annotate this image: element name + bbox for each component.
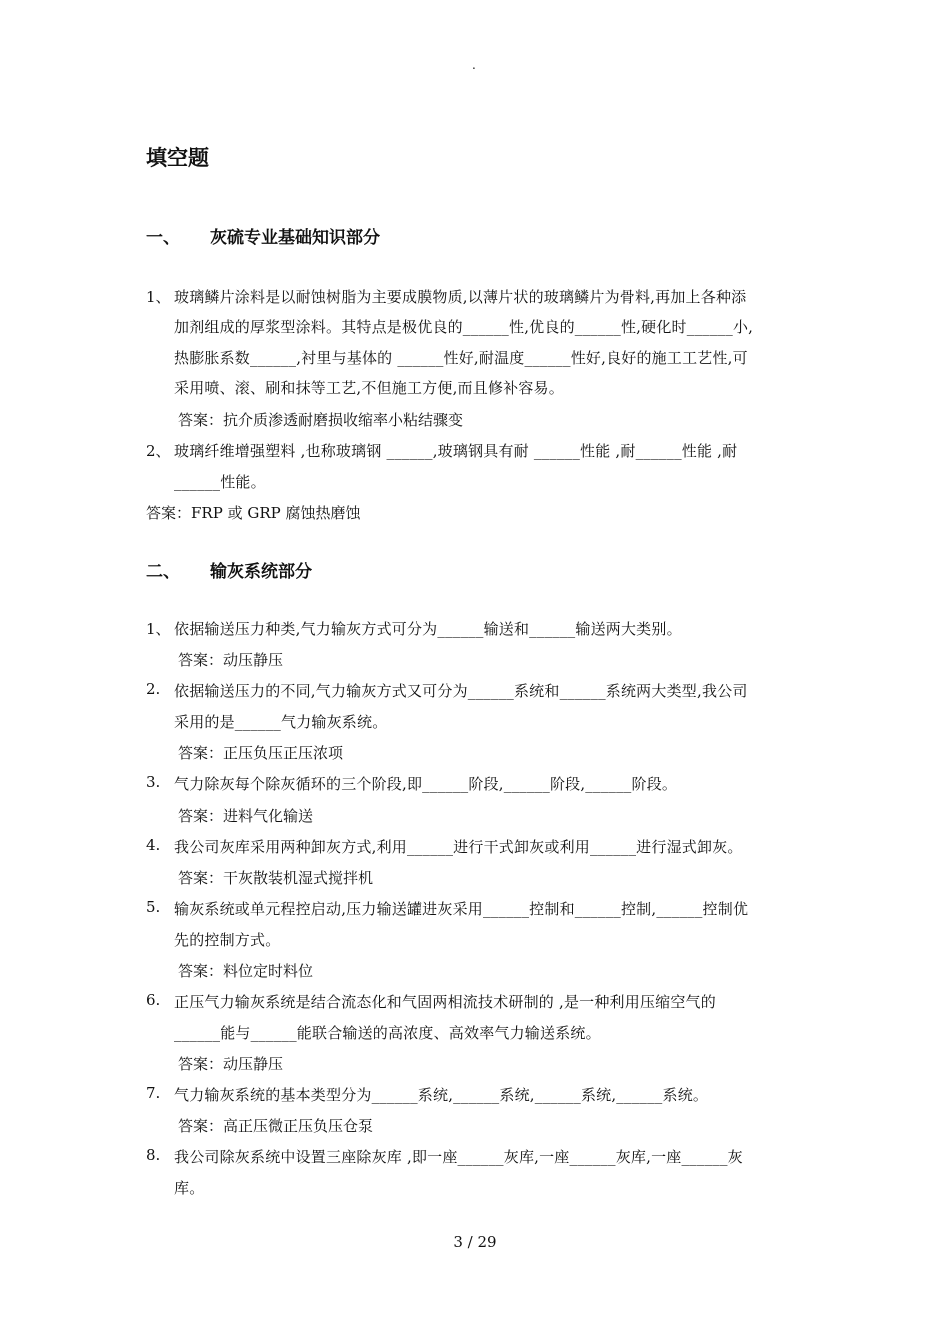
item-line: 气力输灰系统的基本类型分为______系统,______系统,______系统,______系统。: [174, 1086, 709, 1104]
item-line: 我公司除灰系统中设置三座除灰库 ,即一座______灰库,一座______灰库,一座______灰: [174, 1148, 743, 1166]
item-line: 玻璃鳞片涂料是以耐蚀树脂为主要成膜物质,以薄片状的玻璃鳞片为骨料,再加上各种添: [174, 288, 747, 306]
item-number: 2.: [146, 680, 161, 698]
item-line: 库。: [174, 1179, 205, 1197]
item-number: 3.: [146, 773, 161, 791]
item-number: 7.: [146, 1084, 161, 1102]
item-number: 8.: [146, 1146, 161, 1164]
item-line: 采用喷、滚、刷和抹等工艺,不但施工方便,而且修补容易。: [174, 379, 564, 397]
item-line: 采用的是______气力输灰系统。: [174, 713, 388, 731]
answer-line: 答案：高正压微正压负压仓泵: [178, 1117, 374, 1135]
section-heading-1: [146, 223, 380, 248]
section-number: 一、: [146, 228, 180, 248]
item-line: 玻璃纤维增强塑料 ,也称玻璃钢 ______,玻璃钢具有耐 ______性能 ,耐______性能 ,耐: [174, 442, 738, 460]
item-number: 5.: [146, 898, 161, 916]
item-line: 我公司灰库采用两种卸灰方式,利用______进行干式卸灰或利用______进行湿式卸灰。: [174, 838, 743, 856]
item-line: 加剂组成的厚浆型涂料。其特点是极优良的______性,优良的______性,硬化时______小,: [174, 318, 754, 336]
item-line: 依据输送压力种类,气力输灰方式可分为______输送和______输送两大类别。: [174, 620, 682, 638]
item-line: 依据输送压力的不同,气力输灰方式又可分为______系统和______系统两大类型,我公司: [174, 682, 748, 700]
item-line: ______能与______能联合输送的高浓度、高效率气力输送系统。: [174, 1024, 601, 1042]
item-number: 2、: [146, 442, 171, 460]
section-title: 输灰系统部分: [210, 562, 312, 582]
answer-line: 答案：动压静压: [178, 1055, 284, 1073]
item-number: 6.: [146, 991, 161, 1009]
section-title: 灰硫专业基础知识部分: [210, 228, 380, 248]
answer-line: 答案：正压负压正压浓项: [178, 744, 344, 762]
item-line: 先的控制方式。: [174, 931, 281, 949]
item-number: 4.: [146, 836, 161, 854]
item-line: 热膨胀系数______,衬里与基体的 ______性好,耐温度______性好,良好的施工工艺性,可: [174, 349, 748, 367]
page-title: 填空题: [146, 146, 209, 170]
page-number: 3 / 29: [453, 1233, 497, 1251]
item-line: 输灰系统或单元程控启动,压力输送罐进灰采用______控制和______控制,______控制优: [174, 900, 749, 918]
section-heading-2: [146, 557, 312, 582]
item-line: 气力除灰每个除灰循环的三个阶段,即______阶段,______阶段,______阶段。: [174, 775, 678, 793]
item-number: 1、: [146, 620, 171, 638]
item-line: 正压气力输灰系统是结合流态化和气固两相流技术研制的 ,是一种利用压缩空气的: [174, 993, 716, 1011]
answer-line: 答案：动压静压: [178, 651, 284, 669]
item-line: ______性能。: [174, 473, 266, 491]
answer-line: 答案：抗介质渗透耐磨损收缩率小粘结骤变: [178, 411, 464, 429]
answer-line: 答案：进料气化输送: [178, 807, 314, 825]
header-dot: .: [472, 58, 476, 72]
item-number: 1、: [146, 288, 171, 306]
answer-line: 答案：干灰散装机湿式搅拌机: [178, 869, 374, 887]
answer-line: 答案：FRP 或 GRP 腐蚀热磨蚀: [146, 504, 361, 522]
section-number: 二、: [146, 562, 180, 582]
answer-line: 答案：料位定时料位: [178, 962, 314, 980]
